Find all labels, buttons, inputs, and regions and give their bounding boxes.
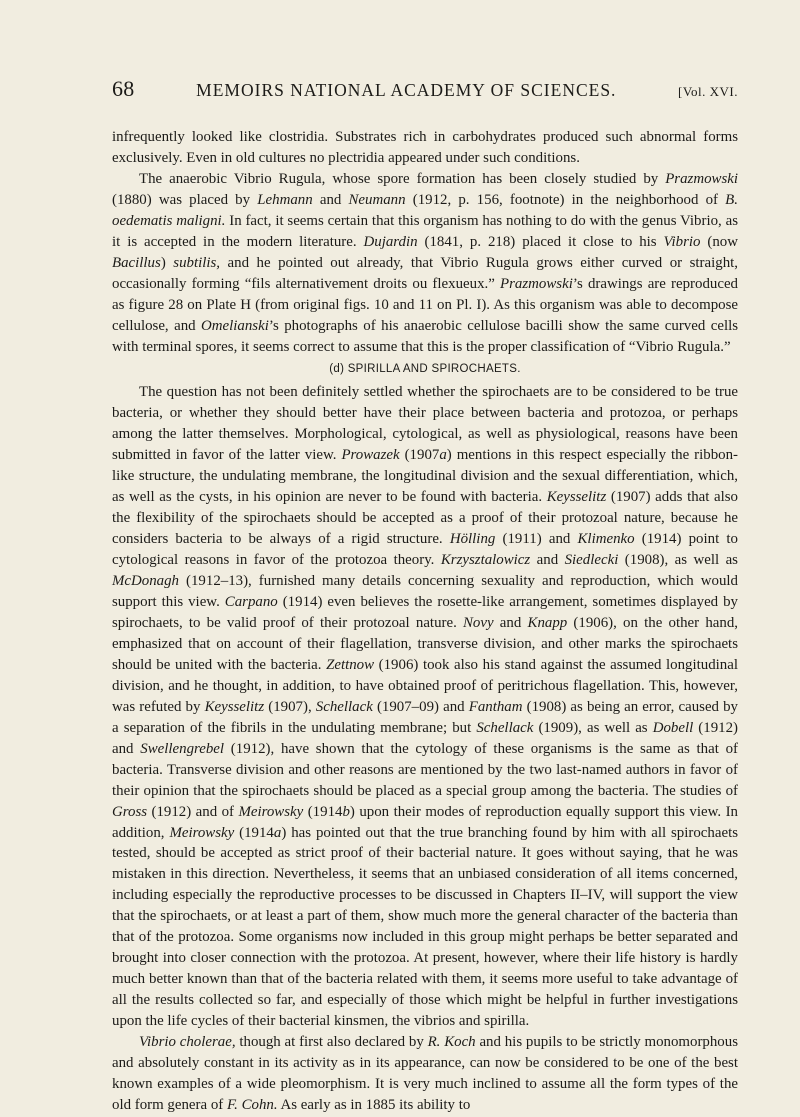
text-run: (1880) was placed by bbox=[112, 191, 258, 208]
text-run: ) mentions in this respect especially the ribbon-like structure, the undulating membrane, the longitudinal division and the sexual differentiation, which, as well as the cysts, in his opinion are never to be found with bacteria. bbox=[112, 447, 738, 506]
text-run: (1912, p. 156, footnote) in the neighborhood of bbox=[405, 191, 726, 208]
page bbox=[112, 76, 738, 1116]
italic-run: Fantham bbox=[468, 698, 523, 715]
italic-run: Siedlecki bbox=[564, 552, 619, 569]
text-run: ) upon their modes of reproduction equally support this view. In addition, bbox=[112, 803, 738, 841]
page-number: 68 bbox=[112, 76, 135, 101]
text-run: and bbox=[530, 552, 565, 569]
paragraph bbox=[112, 169, 738, 358]
text-run: As early as in 1885 its ability to bbox=[277, 1096, 471, 1113]
italic-run: Vibrio bbox=[663, 233, 701, 250]
text-run: (1908) as being an error, caused by a separation of the fibrils in the undulating membrane; but bbox=[112, 698, 738, 736]
italic-run: Prazmowski bbox=[665, 170, 738, 187]
paragraph bbox=[112, 382, 738, 1032]
italic-run: Keysselitz bbox=[204, 698, 265, 715]
body-text bbox=[112, 127, 738, 1116]
text-run: infrequently looked like clostridia. Substrates rich in carbohydrates produced such abnormal forms exclusively. Even in old cultures no plectridia appeared under such conditions. bbox=[112, 129, 738, 166]
italic-run: Dujardin bbox=[363, 233, 418, 250]
italic-run: McDonagh bbox=[112, 573, 179, 590]
italic-run: Schellack bbox=[315, 698, 373, 715]
text-run: (1914) point to cytological reasons in favor of the protozoa theory. bbox=[112, 531, 738, 569]
text-run: and he pointed out already, that Vibrio Rugula grows either curved or straight, occasionally forming “fils alternativement droits ou flexueux.” bbox=[112, 254, 738, 292]
journal-title: MEMOIRS NATIONAL ACADEMY OF SCIENCES. bbox=[196, 80, 617, 100]
italic-run: Carpano bbox=[224, 594, 278, 611]
text-run: (1912) and bbox=[112, 719, 739, 757]
text-run: (1909), as well as bbox=[533, 719, 653, 736]
italic-run: R. Koch bbox=[427, 1034, 476, 1051]
italic-run: Zettnow bbox=[326, 656, 375, 673]
text-run: (1841, p. 218) placed it close to his bbox=[417, 233, 664, 250]
text-run: (1906) took also his stand against the assumed longitudinal division, and he thought, in addition, to have obtained proof of peritrichous flagellation. This, however, was refuted by bbox=[112, 656, 738, 715]
italic-run: Lehmann bbox=[257, 191, 313, 208]
text-run: (1907–09) and bbox=[372, 698, 469, 715]
italic-run: a bbox=[439, 447, 447, 464]
text-run: The anaerobic Vibrio Rugula, whose spore formation has been closely studied by bbox=[139, 170, 666, 187]
italic-run: a bbox=[273, 824, 282, 841]
text-run: (1907), bbox=[264, 698, 316, 715]
paragraphs-before-heading bbox=[112, 127, 738, 357]
text-run: In fact, it seems certain that this organism has nothing to do with the genus Vibrio, as it is accepted in the modern literature. bbox=[112, 212, 738, 250]
paragraphs-after-heading bbox=[112, 382, 738, 1115]
text-run: and his pupils to be strictly monomorphous and absolutely constant in its activity as in its appearance, can now be considered to be one of the best known examples of a wide pleomorphism. It is very much inclined to assume all the form types of the old form genera of bbox=[112, 1034, 738, 1113]
italic-run: Keysselitz bbox=[546, 489, 607, 506]
text-run: (1912) and of bbox=[147, 803, 239, 820]
italic-run: Hölling bbox=[449, 531, 496, 548]
italic-run: Bacillus bbox=[112, 254, 161, 271]
italic-run: Meirowsky bbox=[238, 803, 304, 820]
text-run: ) has pointed out that the true branching found by him with all spirochaets tested, should be accepted as strict proof of their bacterial nature. It goes without saying, that he was mistaken in this direction. Nevertheless, it seems that an unbiased consideration of all items concerned, including especially the reproductive processes to be discussed in Chapters II–IV, will support the view that the spirochaets, or at least a part of them, show much more the general character of the bacteria than that of the protozoa. Some organisms now included in this group might perhaps be better separated and brought into closer connection with the protozoa. At present, however, where their life history is hardly much better known than that of the bacteria related with them, it seems more useful to take advantage of all the results collected so far, and especially of those which might be helpful in further investigations upon the life cycles of their bacterial kinsmen, the vibrios and spirilla. bbox=[112, 824, 738, 1030]
italic-run: Prazmowski bbox=[500, 275, 573, 292]
text-run: (1914 bbox=[303, 803, 343, 820]
text-run: (1907 bbox=[399, 447, 440, 464]
italic-run: Dobell bbox=[652, 719, 694, 736]
italic-run: Knapp bbox=[527, 614, 568, 631]
italic-run: b bbox=[342, 803, 350, 820]
italic-run: Novy bbox=[463, 614, 494, 631]
italic-run: Swellengrebel bbox=[140, 740, 225, 757]
italic-run: Neumann bbox=[348, 191, 406, 208]
text-run: ) bbox=[160, 254, 174, 271]
italic-run: Omelianski bbox=[201, 317, 269, 334]
italic-run: F. Cohn. bbox=[226, 1096, 278, 1113]
paragraph bbox=[112, 127, 738, 169]
text-run: and bbox=[493, 614, 528, 631]
text-run: though at first also declared by bbox=[235, 1034, 428, 1051]
text-run: (1906), on the other hand, emphasized that on account of their flagellation, transverse division, and other marks the spirochaets should be united with the bacteria. bbox=[112, 614, 738, 673]
paragraph bbox=[112, 1032, 738, 1116]
text-run: (1914) even believes the rosette-like arrangement, sometimes displayed by spirochaets, to be valid proof of their protozoal nature. bbox=[112, 594, 738, 631]
text-run: ’s drawings are reproduced as figure 28 on Plate H (from original figs. 10 and 11 on Pl. I). As this organism was able to decompose cellulose, and bbox=[112, 275, 739, 334]
text-run: (1911) and bbox=[495, 531, 578, 548]
italic-run: Gross bbox=[112, 803, 148, 820]
text-run: (1907) adds that also the flexibility of the spirochaets should be accepted as a proof of their protozoal nature, because he considers bacteria to be always of a rigid structure. bbox=[112, 489, 738, 548]
italic-run: Meirowsky bbox=[169, 824, 235, 841]
italic-run: subtilis, bbox=[173, 254, 221, 271]
text-run: (now bbox=[700, 233, 738, 250]
text-run: (1912), have shown that the cytology of these organisms is the same as that of bacteria. Transverse division and other reasons are mentioned by the two last-named authors in favor of their opinion that the spirochaets should be placed as a special group among the bacteria. The studies of bbox=[112, 740, 738, 799]
italic-run: Prowazek bbox=[341, 447, 400, 464]
text-run: (1914 bbox=[234, 824, 274, 841]
text-run: (1912–13), furnished many details concerning sexuality and reproduction, which would support this view. bbox=[112, 573, 738, 611]
text-run: (1908), as well as bbox=[618, 552, 738, 569]
text-run: The question has not been definitely settled whether the spirochaets are to be considered to be true bacteria, or whether they should better have their place between bacteria and protozoa, or perhaps among the latter themselves. Morphological, cytological, as well as physiological, reasons have been submitted in favor of the latter view. bbox=[112, 384, 738, 464]
text-run: and bbox=[312, 191, 349, 208]
volume-label: [Vol. XVI. bbox=[677, 84, 738, 99]
section-heading: (d) SPIRILLA AND SPIROCHAETS. bbox=[329, 363, 521, 376]
text-run: ’s photographs of his anaerobic cellulose bacilli show the same curved cells with terminal spores, it seems correct to assume that this is the proper classification of “Vibrio Rugula.” bbox=[112, 317, 739, 355]
italic-run: B. oedematis maligni. bbox=[112, 191, 738, 229]
italic-run: Vibrio cholerae, bbox=[139, 1034, 236, 1051]
italic-run: Krzysztalowicz bbox=[440, 552, 531, 569]
running-head bbox=[112, 76, 738, 102]
italic-run: Schellack bbox=[476, 719, 534, 736]
italic-run: Klimenko bbox=[577, 531, 635, 548]
